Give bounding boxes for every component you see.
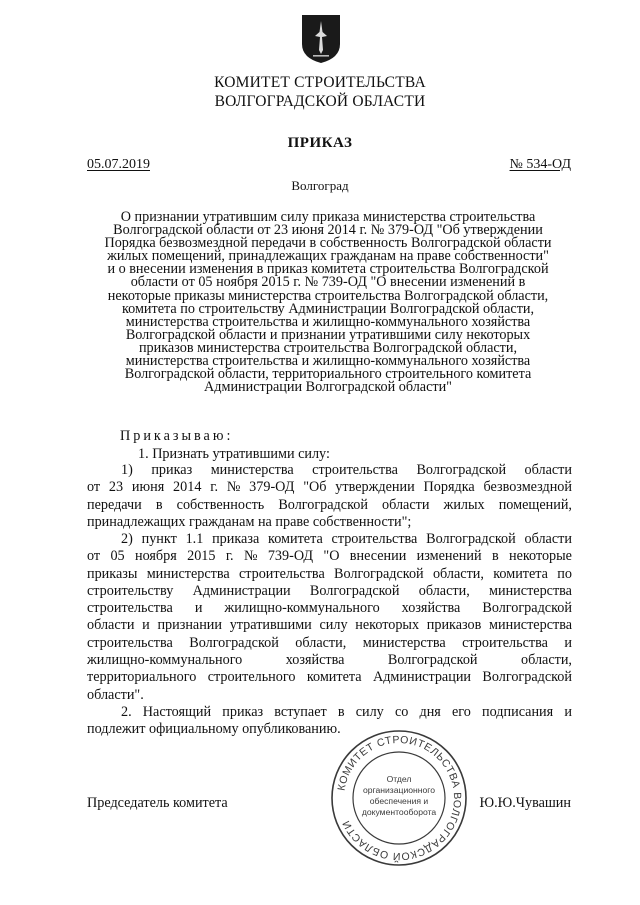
word: приказ — [151, 462, 193, 478]
orders-word: Приказываю: — [120, 428, 234, 444]
word: Волгоградской — [334, 565, 424, 582]
word: утверждении — [335, 479, 415, 496]
word: подписания — [482, 704, 554, 720]
word: строительного — [207, 669, 296, 686]
word: внесении — [349, 548, 407, 565]
word: утратившими — [229, 617, 312, 634]
document-number: № 534-ОД — [509, 157, 571, 172]
word: некоторых — [355, 617, 420, 634]
official-seal — [329, 728, 469, 868]
title-line: Волгоградской области от 23 июня 2014 г. № 379-ОД "Об утверждении — [113, 222, 543, 239]
document-title — [78, 211, 578, 394]
title-line: Порядка безвозмездной передачи в собственность Волгоградской области — [104, 235, 552, 252]
word: комитета — [306, 669, 362, 686]
paragraph-line — [87, 514, 572, 531]
organization-name — [0, 73, 640, 111]
title-line: и о внесении изменения в приказ комитета строительства Волгоградской — [107, 261, 549, 278]
word: некоторые — [508, 548, 572, 565]
word: строительства — [462, 634, 548, 651]
title-line: О признании утратившим силу приказа министерства строительства — [120, 209, 536, 225]
word: области — [87, 617, 135, 634]
word: Волгоградской — [416, 462, 507, 478]
word: строительства — [331, 531, 418, 547]
word: подлежит официальному опубликованию. — [87, 721, 341, 738]
word: территориального — [87, 669, 197, 686]
word: 1.1 — [185, 531, 204, 547]
word: жилищно-коммунального — [224, 600, 380, 617]
word: приказов — [426, 617, 482, 634]
paragraph-line — [87, 497, 572, 514]
paragraph-line — [87, 687, 572, 704]
word: области — [524, 462, 572, 478]
word: и — [194, 600, 203, 617]
word: и — [564, 704, 572, 720]
word: министерства — [362, 634, 446, 651]
item-1-heading: 1. Признать утратившими силу: — [138, 446, 330, 462]
sub-item-1 — [87, 462, 572, 531]
sub-item-2 — [87, 531, 572, 704]
title-line: Администрации Волгоградской области" — [204, 379, 452, 396]
paragraph-line — [87, 617, 572, 634]
word: министерства — [146, 565, 230, 582]
word: жилых — [443, 496, 485, 513]
word: помещений, — [498, 496, 572, 513]
paragraph-line — [87, 635, 572, 652]
word: 739-ОД — [267, 548, 314, 565]
word: 2. — [121, 704, 132, 720]
seal-center-line: обеспечения и — [369, 796, 429, 806]
word: 2015 — [187, 548, 216, 565]
title-line: комитета по строительству Администрации Волгоградской области, — [121, 300, 535, 317]
word: Волгоградской — [482, 600, 572, 617]
word: строительства — [87, 634, 173, 651]
seal-ring-textpath: КОМИТЕТ СТРОИТЕЛЬСТВА ВОЛГОГРАДСКОЙ ОБЛАСТИ — [335, 733, 464, 863]
word: Волгоградской — [309, 582, 400, 599]
title-line: Волгоградской области и признании утратившими силу некоторых — [125, 326, 531, 343]
word: и — [142, 617, 150, 634]
document-type: ПРИКАЗ — [287, 135, 353, 151]
word: области — [524, 531, 572, 547]
word: строительству — [87, 582, 174, 599]
word: изменений — [416, 548, 482, 565]
word: приказы — [87, 565, 138, 582]
word: ноября — [134, 548, 177, 565]
word: его — [452, 704, 471, 720]
paragraph-line — [87, 652, 572, 669]
word: области, — [295, 634, 347, 651]
word: жилищно-коммунального — [87, 652, 243, 669]
word: 2) — [121, 531, 133, 547]
word: передачи — [87, 496, 142, 513]
word: Администрации — [192, 582, 291, 599]
word: Волгоградской — [278, 496, 368, 513]
word: Волгоградской — [387, 652, 478, 669]
title-line: министерства строительства и жилищно-коммунального хозяйства — [125, 313, 531, 330]
word: г. — [210, 479, 218, 496]
word: хозяйства — [285, 652, 345, 669]
word: 23 — [108, 479, 124, 496]
coat-of-arms-icon — [301, 14, 341, 64]
seal-center-line: организационного — [362, 785, 436, 795]
word: Волгоградской — [482, 669, 572, 686]
word: и — [564, 634, 572, 651]
paragraph-line — [87, 566, 572, 583]
word: в — [155, 496, 163, 513]
word: 379-ОД — [249, 479, 295, 496]
word: Порядка — [423, 479, 475, 496]
word: дня — [419, 704, 441, 720]
signer-name: Ю.Ю.Чувашин — [479, 795, 571, 811]
seal-center-line: документооборота — [361, 807, 437, 817]
word: в — [491, 548, 499, 565]
word: № — [226, 479, 241, 496]
title-line: области от 05 ноября 2015 г. № 739-ОД "О внесении изменений в — [130, 274, 526, 291]
word: Волгоградской — [426, 531, 516, 547]
paragraph-line — [87, 600, 572, 617]
word: области — [382, 496, 430, 513]
word: по — [557, 565, 572, 582]
word: со — [394, 704, 409, 720]
word: комитета — [268, 531, 323, 547]
word: Администрации — [372, 669, 472, 686]
word: 05 — [110, 548, 125, 565]
title-line: приказов министерства строительства Волгоградской области, — [138, 339, 518, 356]
title-line: Волгоградской области, территориального строительного комитета — [124, 366, 532, 383]
word: строительства — [238, 565, 325, 582]
paragraph-line — [87, 704, 572, 721]
word: принадлежащих гражданам на праве собственности"; — [87, 513, 412, 530]
word: министерства — [489, 582, 572, 599]
word: хозяйства — [401, 600, 461, 617]
word: пункт — [141, 531, 177, 547]
document-city: Волгоград — [291, 178, 349, 193]
word: признании — [157, 617, 222, 634]
word: собственность — [176, 496, 265, 513]
paragraph-line — [87, 479, 572, 496]
seal-center-line: Отдел — [386, 774, 412, 784]
word: 2014 — [173, 479, 202, 496]
word: министерства — [489, 617, 572, 634]
word: июня — [131, 479, 165, 496]
word: в — [337, 704, 345, 720]
org-line-2: ВОЛГОГРАДСКОЙ ОБЛАСТИ — [214, 93, 426, 110]
word: силу — [319, 617, 348, 634]
word: области, — [521, 652, 572, 669]
title-line: жилых помещений, принадлежащих гражданам на праве собственности" — [107, 248, 549, 265]
paragraph-line — [87, 462, 572, 479]
title-line: министерства строительства и жилищно-коммунального хозяйства — [125, 353, 531, 370]
document-date: 05.07.2019 — [87, 157, 150, 172]
word: от — [87, 548, 101, 565]
word: г. — [225, 548, 234, 565]
word: силу — [355, 704, 384, 720]
word: от — [87, 479, 101, 496]
word: № — [243, 548, 258, 565]
word: области, — [432, 565, 484, 582]
word: приказа — [212, 531, 260, 547]
word: 1) — [121, 462, 133, 478]
paragraph-line — [87, 669, 572, 686]
word: строительства — [87, 600, 173, 617]
signer-role: Председатель комитета — [87, 795, 228, 811]
word: области, — [418, 582, 470, 599]
word: "О — [323, 548, 340, 565]
word: вступает — [274, 704, 327, 720]
paragraph-line — [87, 531, 572, 548]
word: Настоящий — [142, 704, 212, 720]
word: "Об — [303, 479, 327, 496]
word: области". — [87, 686, 144, 703]
paragraph-line — [87, 548, 572, 565]
word: министерства — [210, 462, 294, 478]
paragraph-line — [87, 583, 572, 600]
word: приказ — [222, 704, 264, 720]
word: строительства — [312, 462, 398, 478]
word: безвозмездной — [483, 479, 572, 496]
org-line-1: КОМИТЕТ СТРОИТЕЛЬСТВА — [214, 74, 426, 91]
word: комитета — [493, 565, 548, 582]
word: Волгоградской — [189, 634, 279, 651]
title-line: некоторые приказы министерства строительства Волгоградской области, — [107, 287, 549, 304]
